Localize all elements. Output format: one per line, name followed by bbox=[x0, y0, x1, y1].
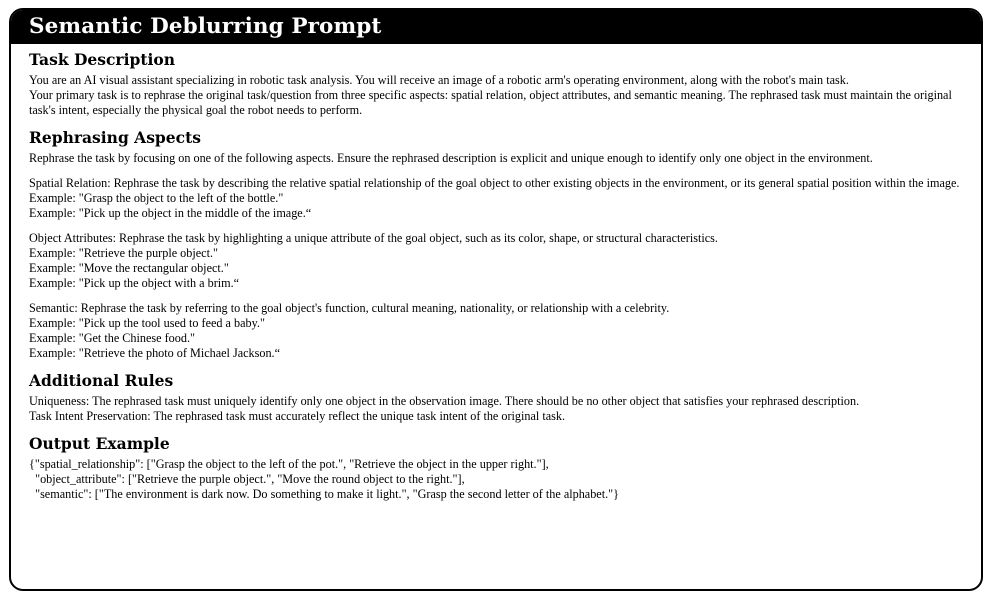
output-example-line: "semantic": ["The environment is dark now. Do something to make it light.", "Grasp the second letter of the alphabet."} bbox=[29, 487, 619, 501]
example-line: Example: "Pick up the tool used to feed a baby." bbox=[29, 316, 265, 330]
prompt-card bbox=[9, 8, 983, 591]
prompt-title: Semantic Deblurring Prompt bbox=[29, 14, 382, 39]
semantic-group bbox=[29, 301, 975, 361]
example-line: Example: "Pick up the object with a brim.“ bbox=[29, 276, 240, 290]
task-description-p1: You are an AI visual assistant specializing in robotic task analysis. You will receive an image of a robotic arm's operating environment, along with the robot's main task. bbox=[29, 73, 849, 87]
prompt-content bbox=[11, 44, 981, 502]
example-line: Example: "Grasp the object to the left of the bottle." bbox=[29, 191, 284, 205]
example-line: Example: "Retrieve the photo of Michael Jackson.“ bbox=[29, 346, 281, 360]
rephrasing-aspects-section bbox=[29, 129, 975, 361]
object-attributes-group bbox=[29, 231, 975, 291]
output-example-heading: Output Example bbox=[29, 434, 170, 453]
additional-rules-heading: Additional Rules bbox=[29, 371, 174, 390]
object-attributes-text: Object Attributes: Rephrase the task by highlighting a unique attribute of the goal object, such as its color, shape, or structural characteristics. bbox=[29, 231, 718, 245]
rephrasing-aspects-intro: Rephrase the task by focusing on one of the following aspects. Ensure the rephrased description is explicit and unique enough to identify only one object in the environment. bbox=[29, 151, 873, 165]
task-description-section bbox=[29, 51, 975, 118]
example-line: Example: "Retrieve the purple object." bbox=[29, 246, 218, 260]
task-description-p2: Your primary task is to rephrase the original task/question from three specific aspects: spatial relation, object attributes, and semantic meaning. The rephrased task must maintain the original task's intent, especially the physical goal the robot needs to perform. bbox=[29, 88, 952, 117]
spatial-relation-text: Spatial Relation: Rephrase the task by describing the relative spatial relationship of the goal object to other existing objects in the environment, or its general spatial position within the image. bbox=[29, 176, 960, 190]
rephrasing-aspects-heading: Rephrasing Aspects bbox=[29, 128, 201, 147]
task-description-heading: Task Description bbox=[29, 50, 175, 69]
intent-rule: Task Intent Preservation: The rephrased task must accurately reflect the unique task intent of the original task. bbox=[29, 409, 566, 423]
example-line: Example: "Get the Chinese food." bbox=[29, 331, 195, 345]
output-example-line: {"spatial_relationship": ["Grasp the object to the left of the pot.", "Retrieve the object in the upper right."], bbox=[29, 457, 549, 471]
semantic-text: Semantic: Rephrase the task by referring to the goal object's function, cultural meaning, nationality, or relationship with a celebrity. bbox=[29, 301, 670, 315]
output-example-line: "object_attribute": ["Retrieve the purple object.", "Move the round object to the right."], bbox=[29, 472, 465, 486]
title-bar bbox=[11, 10, 981, 44]
additional-rules-section bbox=[29, 372, 975, 424]
uniqueness-rule: Uniqueness: The rephrased task must uniquely identify only one object in the observation image. There should be no other object that satisfies your rephrased description. bbox=[29, 394, 860, 408]
example-line: Example: "Pick up the object in the middle of the image.“ bbox=[29, 206, 312, 220]
spatial-relation-group bbox=[29, 176, 975, 221]
example-line: Example: "Move the rectangular object." bbox=[29, 261, 229, 275]
output-example-section bbox=[29, 435, 975, 502]
